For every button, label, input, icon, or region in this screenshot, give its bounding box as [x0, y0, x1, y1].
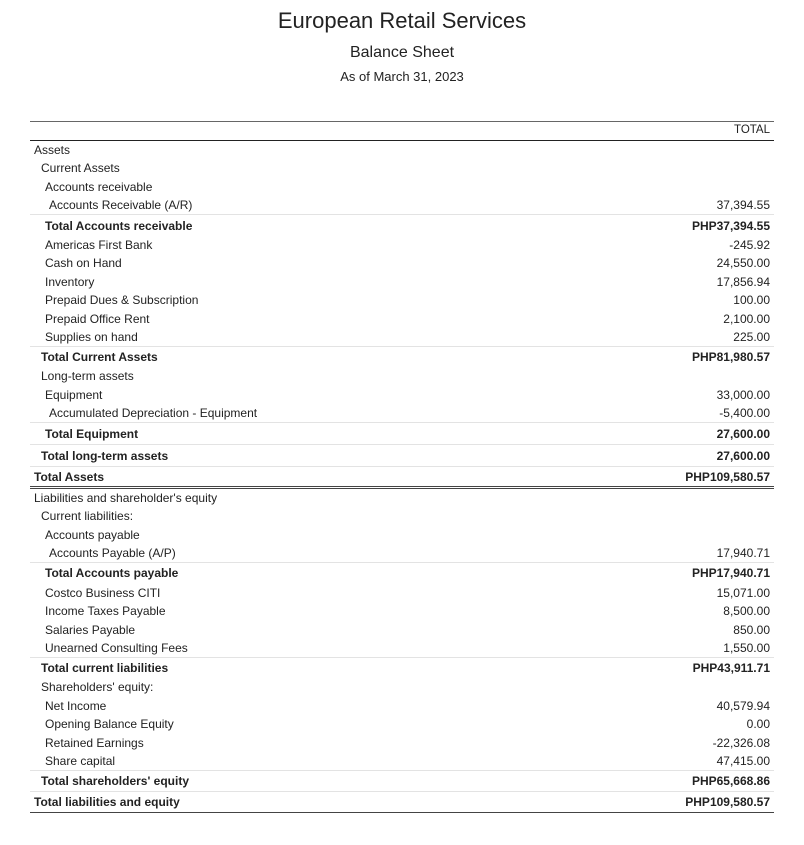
- total-row: [30, 657, 774, 678]
- account-row: [30, 272, 774, 291]
- total-row: [30, 562, 774, 583]
- total-amount: 27,600.00: [716, 448, 770, 463]
- account-row: [30, 254, 774, 272]
- account-label: Prepaid Office Rent: [45, 311, 150, 326]
- total-row: [30, 770, 774, 791]
- account-amount: 2,100.00: [723, 311, 770, 326]
- total-label: Total liabilities and equity: [34, 795, 180, 809]
- grand-total-row: [30, 791, 774, 813]
- account-amount: 40,579.94: [716, 698, 770, 713]
- total-amount: PHP81,980.57: [691, 350, 770, 364]
- total-row: [30, 346, 774, 367]
- account-label: Income Taxes Payable: [45, 604, 166, 618]
- account-amount: 225.00: [733, 330, 770, 344]
- total-amount: PHP43,911.71: [692, 661, 770, 675]
- account-label: Inventory: [45, 274, 95, 289]
- account-amount: 8,500.00: [723, 604, 770, 618]
- total-amount: 27,600.00: [716, 426, 770, 441]
- account-amount: 100.00: [733, 293, 770, 307]
- company-name: European Retail Services: [277, 8, 527, 33]
- account-label: Supplies on hand: [45, 330, 138, 344]
- account-row: [30, 309, 774, 328]
- account-amount: 850.00: [733, 622, 770, 637]
- total-amount: PHP109,580.57: [685, 469, 770, 484]
- account-row: [30, 404, 774, 422]
- group-current-assets: [30, 159, 774, 177]
- grand-total-row: [30, 466, 774, 489]
- account-label: Americas First Bank: [45, 238, 153, 252]
- account-row: [30, 715, 774, 733]
- account-row: [30, 639, 774, 657]
- total-label: Total shareholders' equity: [41, 774, 189, 788]
- group-label: Accounts payable: [45, 527, 140, 542]
- total-row: [30, 214, 774, 236]
- account-label: Salaries Payable: [45, 622, 136, 637]
- total-amount: PHP109,580.57: [685, 795, 770, 809]
- account-row: [30, 602, 774, 620]
- account-amount: -22,326.08: [712, 735, 770, 750]
- section-label: Liabilities and shareholder's equity: [34, 491, 218, 505]
- total-label: Total current liabilities: [41, 661, 169, 675]
- column-header-row: [30, 122, 774, 141]
- group-shareholders-equity: [30, 678, 774, 696]
- account-label: Accounts Payable (A/P): [49, 546, 176, 560]
- account-amount: 17,856.94: [716, 274, 770, 289]
- group-label: Current Assets: [41, 161, 120, 175]
- total-amount: PHP37,394.55: [691, 218, 770, 233]
- account-label: Share capital: [45, 754, 116, 768]
- account-label: Accounts Receivable (A/R): [49, 198, 193, 212]
- column-header-total: TOTAL: [734, 124, 770, 136]
- account-row: [30, 328, 774, 346]
- account-label: Net Income: [45, 698, 107, 713]
- total-label: Total Equipment: [45, 426, 139, 441]
- report-title: Balance Sheet: [349, 44, 455, 61]
- account-row: [30, 620, 774, 639]
- account-amount: 33,000.00: [716, 387, 770, 402]
- account-row: [30, 236, 774, 254]
- account-row: [30, 291, 774, 309]
- account-row: [30, 385, 774, 404]
- report-date: As of March 31, 2023: [340, 69, 464, 84]
- account-row: [30, 733, 774, 752]
- group-current-liabilities: [30, 507, 774, 525]
- account-amount: 0.00: [746, 717, 770, 731]
- account-label: Unearned Consulting Fees: [45, 641, 188, 655]
- account-label: Equipment: [45, 387, 103, 402]
- account-amount: 1,550.00: [723, 641, 770, 655]
- account-amount: 47,415.00: [716, 754, 770, 768]
- total-label: Total Assets: [34, 469, 105, 484]
- account-row: [30, 196, 774, 214]
- total-label: Total Current Assets: [41, 350, 158, 364]
- total-row: [30, 444, 774, 466]
- account-label: Retained Earnings: [45, 735, 144, 750]
- account-row: [30, 696, 774, 715]
- group-accounts-payable: [30, 525, 774, 544]
- total-amount: PHP17,940.71: [691, 566, 770, 580]
- account-label: Accumulated Depreciation - Equipment: [49, 406, 258, 420]
- account-amount: 24,550.00: [716, 256, 770, 270]
- account-amount: 15,071.00: [716, 585, 770, 600]
- account-amount: -5,400.00: [719, 406, 770, 420]
- total-row: [30, 422, 774, 444]
- total-label: Total long-term assets: [41, 448, 169, 463]
- group-label: Current liabilities:: [41, 509, 134, 523]
- group-accounts-receivable: [30, 177, 774, 196]
- account-label: Opening Balance Equity: [45, 717, 174, 731]
- total-label: Total Accounts payable: [45, 566, 179, 580]
- account-amount: 37,394.55: [716, 198, 770, 212]
- group-label: Shareholders' equity:: [41, 680, 154, 694]
- group-label: Accounts receivable: [45, 179, 153, 194]
- section-assets: [30, 141, 774, 159]
- group-label: Long-term assets: [41, 369, 134, 383]
- account-amount: -245.92: [729, 238, 770, 252]
- account-row: [30, 752, 774, 770]
- account-row: [30, 583, 774, 602]
- account-label: Cash on Hand: [45, 256, 122, 270]
- account-label: Costco Business CITI: [45, 585, 161, 600]
- account-label: Prepaid Dues & Subscription: [45, 293, 199, 307]
- account-row: [30, 544, 774, 562]
- balance-sheet-table: [30, 121, 774, 813]
- section-liabilities-equity: [30, 489, 774, 507]
- section-label: Assets: [34, 143, 71, 157]
- account-amount: 17,940.71: [716, 546, 770, 560]
- total-label: Total Accounts receivable: [45, 218, 193, 233]
- group-long-term-assets: [30, 367, 774, 385]
- total-amount: PHP65,668.86: [691, 774, 770, 788]
